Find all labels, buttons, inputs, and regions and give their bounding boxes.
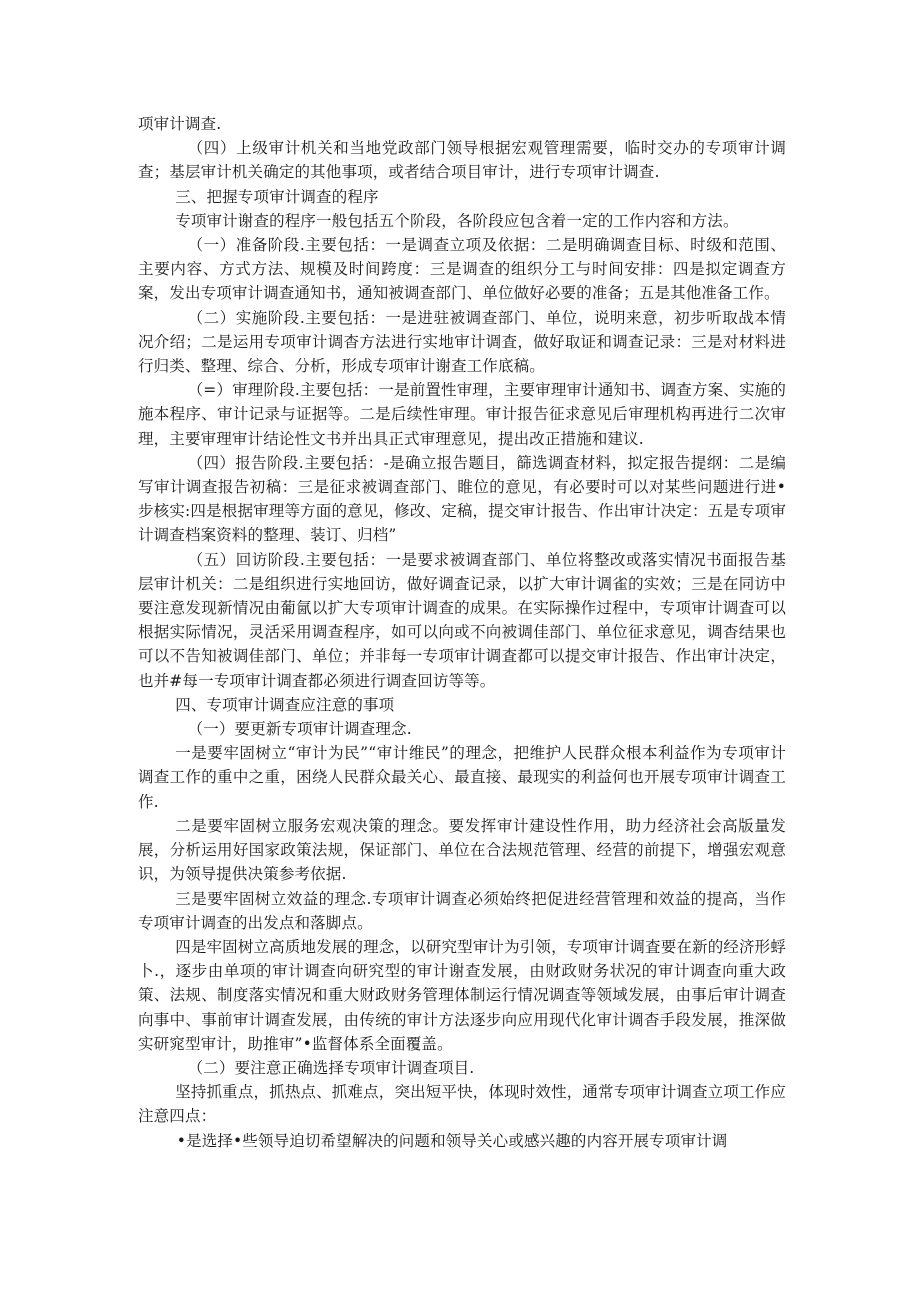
paragraph-stage-review: （=）审理阶段.主要包括：一是前置性审理，主要审理审计通知书、调查方案、实施的施本程序、审计记录与证据等。二是后续性审理。审计报告征求意见后审理机构再进行二次审理，主要审理审计结论性文书并出具正式审理意见，提出改正措施和建议. <box>138 381 786 448</box>
subheading-update-concept: （一）要更新专项审计调查理念. <box>187 720 412 739</box>
section-heading-3: 三、把握专项审计调查的程序 <box>175 187 379 206</box>
paragraph-procedure-intro: 专项审计谢查的程序一般包括五个阶段，各阶段应包含着一定的工作内容和方法。 <box>175 211 739 230</box>
document-page <box>138 112 786 1153</box>
paragraph-concept-4: 四是牢固树立高质地发展的理念，以研究型审计为引领，专项审计调査要在新的经济形蜉卜.，逐步由单项的审计调查向研究型的审计谢查发展，由财政财务状况的审计调查向重大政策、法规、制度落实情况和重大财政财务管理体制运行情况调查等领域发展，由事后审计调查向事中、事前审计调查发展，由传统的审计方法逐步向应用现代化审计调杳手段发展，推深做实研窕型审计，助推审”•监督体系全面覆盖。 <box>138 937 786 1053</box>
paragraph-concept-1: 一是要牢固树立“审计为民”“审计维民”的理念，把维护人民群众根本利益作为专项审计调查工作的重中之重，困绕人民群众最关心、最直接、最现实的利益何也开展专项审计调查工作. <box>138 744 786 811</box>
paragraph-stage-preparation: （一）准备阶段.主要包括：一是调查立项及依据：二是明确调查目标、时级和范围、主要内容、方式方法、规模及时间跨度：三是调查的组织分工与时间安排：四是拟定调查方案，发出专项审计调查通知书，通知被调查部门、单位做好必要的准备；五是其他准备工作。 <box>138 236 786 303</box>
paragraph-select-intro: 坚持抓重点，抓热点、抓难点，突出短平快，体现时效性，通常专项审计调查立项工作应注意四点： <box>138 1083 786 1126</box>
paragraph-concept-3: 三是要牢固树立效益的理念.专项审计调查必须始终把促进经营管理和效益的提高，当作专项审计调查的出发点和落脚点。 <box>138 889 786 932</box>
paragraph-select-point-1: •是选择•些领导迫切希望解决的问题和领导关心或感兴趣的内容开展专项审计调 <box>176 1131 728 1150</box>
paragraph-stage-report: （四）报告阶段.主要包括：-是确立报告题目，篩选调査材料，拟定报告提纲：二是编写审计调查报告初稿：三是征求被调查部门、睢位的意见，有必要时可以对某些问题进行进•步核实:四是根据审理等方面的意见，修改、定稿，提交审计报告、作出审计决定：五是专项审计调查档案资料的整理、装订、归档” <box>138 453 786 545</box>
paragraph-stage-follow-up: （五）回访阶段.主要包括：一是要求被调査部门、单位将整改或落实情况书面报告基层审计机关：二是组织进行实地回访，做好调査记录，以扩大审计调雀的实效；三是在同访中要注意发现新情况由葡氤以扩大专项审计调查的成果。在实际操作过程中，专项审计调査可以根据实际情况，灵活采用调查程序，如可以向或不向被调佳部门、单位征求意见，调杳结果也可以不告知被调佳部门、单位；并非每一专项审计调査都可以提交审计报告、作出审计决定，也并#每一专项审计调査都必须进行调查回访等等。 <box>138 550 786 690</box>
paragraph-item-4: （四）上级审计机关和当地党政部门领导根据宏观管理需要，临时交办的专项审计调查；基层审计机关确定的其他事项，或者结合项目审计，进行专项审计调查. <box>138 139 786 182</box>
paragraph-concept-2: 二是要牢固树立服务宏观决策的理念。要发挥审计建设性作用，助力经济社会高版量发展，分析运用好国家政策法规，保证部门、单位在合法规范管理、经营的前提下，增强宏观意识，为领导提供决策参考依据. <box>138 816 786 884</box>
section-heading-4: 四、专项审计调查应注意的事项 <box>175 695 395 714</box>
paragraph-continuation: 项审计调查. <box>138 115 222 133</box>
subheading-select-project: （二）要注意正确选择专项审计调查项目. <box>187 1058 475 1077</box>
paragraph-stage-implementation: （二）实施阶段.主要包括：一是进驻被调查部门、单位，说明来意，初步听取战本情况介绍；二是运用专项审计调杳方法进行实地审计调査，做好取证和调查记录：三是对材料进行归类、整理、综合、分析，形成专项审计谢查工作底稿。 <box>138 308 786 376</box>
